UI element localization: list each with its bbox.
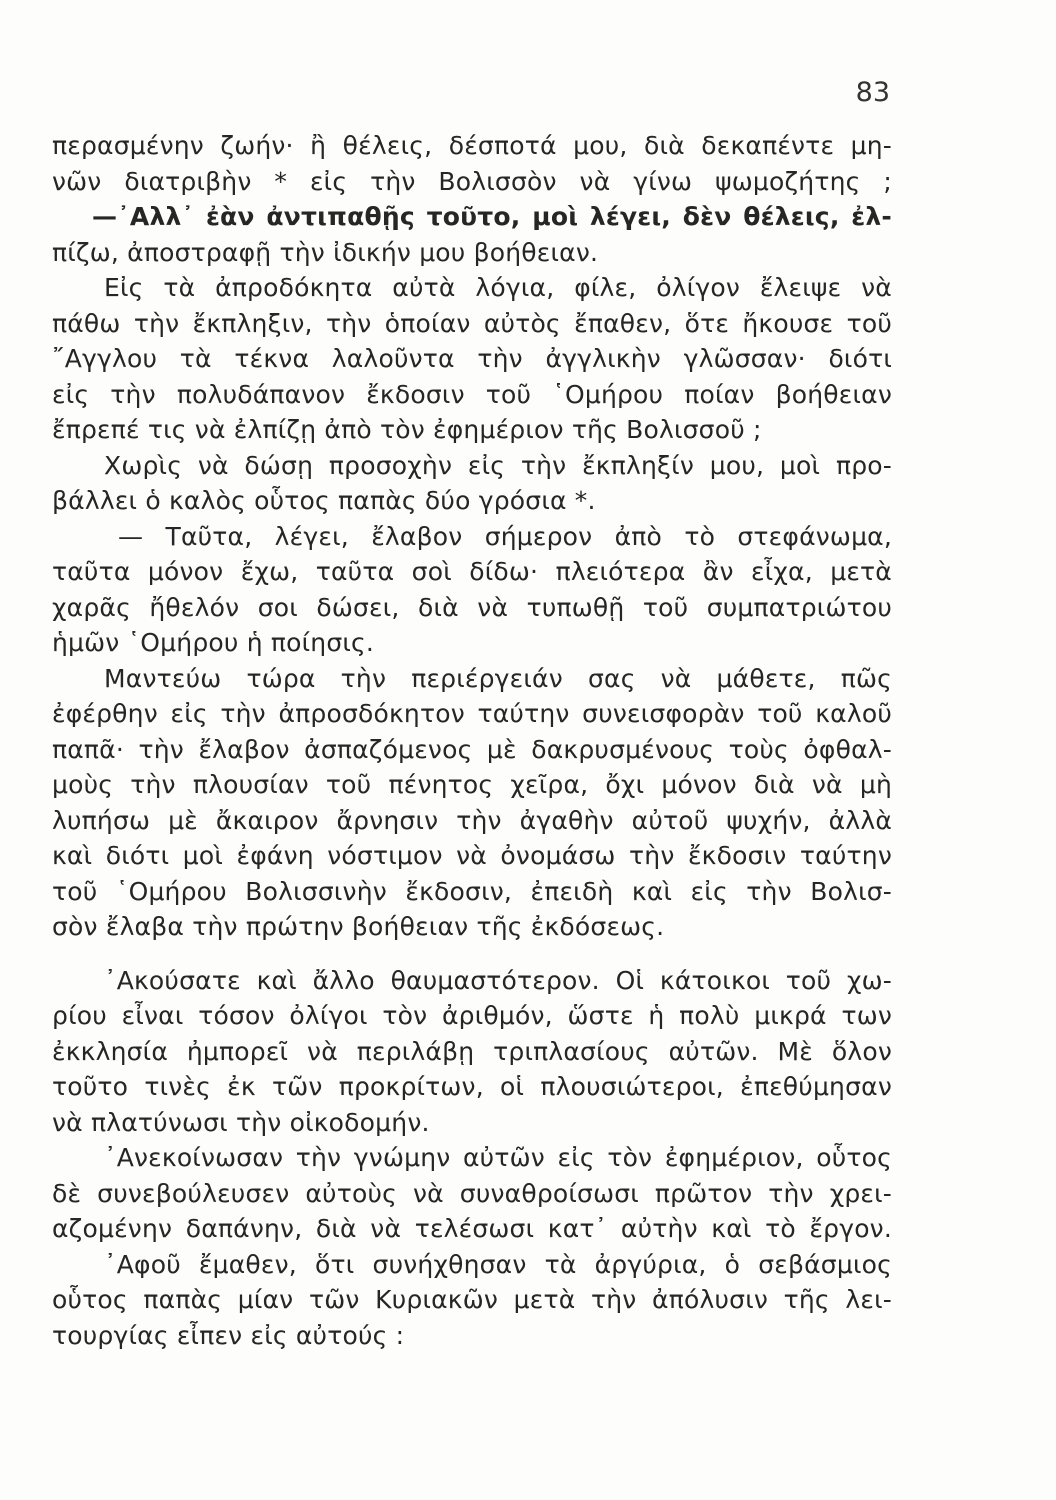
- text-line: περασμένην ζωήν· ἢ θέλεις, δέσποτά μου, διὰ δεκαπέντε μη-: [52, 131, 892, 160]
- text-line: αζομένην δαπάνην, διὰ νὰ τελέσωσι κατ᾿ αὐτὴν καὶ τὸ ἔργον.: [52, 1214, 892, 1243]
- text-line: —᾿Αλλ᾿ ἐὰν ἀντιπαθῇς τοῦτο, μοὶ λέγει, δὲν θέλεις, ἐλ-: [92, 202, 892, 231]
- text-line: ταῦτα μόνον ἔχω, ταῦτα σοὶ δίδω· πλειότερα ἂν εἶχα, μετὰ: [52, 557, 892, 586]
- text-line: πίζω, ἀποστραφῇ τὴν ἰδικήν μου βοήθειαν.: [52, 237, 599, 267]
- text-line: εἰς τὴν πολυδάπανον ἔκδοσιν τοῦ ῾Ομήρου ποίαν βοήθειαν: [52, 379, 892, 409]
- text-line: ᾿Αφοῦ ἔμαθεν, ὅτι συνήχθησαν τὰ ἀργύρια, ὁ σεβάσμιος: [104, 1249, 892, 1279]
- text-line: οὗτος παπὰς μίαν τῶν Κυριακῶν μετὰ τὴν ἀπόλυσιν τῆς λει-: [52, 1285, 892, 1314]
- text-line: τοῦ ῾Ομήρου Βολισσινὴν ἔκδοσιν, ἐπειδὴ καὶ εἰς τὴν Βολισ-: [52, 876, 892, 906]
- body-text: [52, 128, 892, 1353]
- text-line: βάλλει ὁ καλὸς οὗτος παπὰς δύο γρόσια *.: [52, 486, 596, 515]
- text-line: τοῦτο τινὲς ἐκ τῶν προκρίτων, οἱ πλουσιώτεροι, ἐπεθύμησαν: [52, 1072, 892, 1101]
- text-line: παπᾶ· τὴν ἔλαβον ἀσπαζόμενος μὲ δακρυσμένους τοὺς ὀφθαλ-: [52, 734, 892, 764]
- text-line: Μαντεύω τώρα τὴν περιέργειάν σας νὰ μάθετε, πῶς: [104, 663, 892, 693]
- text-line: χαρᾶς ἤθελόν σοι δώσει, διὰ νὰ τυπωθῇ τοῦ συμπατριώτου: [52, 592, 892, 622]
- text-line: πάθω τὴν ἔκπληξιν, τὴν ὁποίαν αὐτὸς ἔπαθεν, ὅτε ἤκουσε τοῦ: [52, 308, 892, 338]
- text-line: λυπήσω μὲ ἄκαιρον ἄρνησιν τὴν ἀγαθὴν αὐτοῦ ψυχήν, ἀλλὰ: [52, 805, 892, 835]
- text-line: — Ταῦτα, λέγει, ἔλαβον σήμερον ἀπὸ τὸ στεφάνωμα,: [118, 521, 892, 551]
- text-line: ᾿Ακούσατε καὶ ἄλλο θαυμαστότερον. Οἱ κάτοικοι τοῦ χω-: [104, 965, 892, 995]
- text-line: δὲ συνεβούλευσεν αὐτοὺς νὰ συναθροίσωσι πρῶτον τὴν χρει-: [52, 1178, 892, 1208]
- text-line: ἡμῶν ῾Ομήρου ἡ ποίησις.: [52, 628, 375, 657]
- text-line: Χωρὶς νὰ δώσῃ προσοχὴν εἰς τὴν ἔκπληξίν μου, μοὶ προ-: [104, 450, 892, 480]
- text-line: μοὺς τὴν πλουσίαν τοῦ πένητος χεῖρα, ὄχι μόνον διὰ νὰ μὴ: [52, 770, 892, 799]
- text-line: Εἰς τὰ ἀπροδόκητα αὐτὰ λόγια, φίλε, ὀλίγον ἔλειψε νὰ: [104, 273, 892, 302]
- text-line: νῶν διατριβὴν * εἰς τὴν Βολισσὸν νὰ γίνω ψωμοζήτης ;: [52, 166, 892, 196]
- text-line: καὶ διότι μοὶ ἐφάνη νόστιμον νὰ ὀνομάσω τὴν ἔκδοσιν ταύτην: [52, 841, 892, 870]
- text-line: σὸν ἔλαβα τὴν πρώτην βοήθειαν τῆς ἐκδόσεως.: [52, 912, 665, 941]
- page-number: 83: [855, 77, 890, 108]
- text-line: ἔπρεπέ τις νὰ ἐλπίζῃ ἀπὸ τὸν ἐφημέριον τῆς Βολισσοῦ ;: [52, 415, 762, 444]
- text-line: ῎Αγγλου τὰ τέκνα λαλοῦντα τὴν ἀγγλικὴν γλῶσσαν· διότι: [52, 344, 892, 373]
- text-line: ἐφέρθην εἰς τὴν ἀπροσδόκητον ταύτην συνεισφορὰν τοῦ καλοῦ: [52, 699, 892, 728]
- text-line: ἐκκλησία ἠμπορεῖ νὰ περιλάβῃ τριπλασίους αὐτῶν. Μὲ ὅλον: [52, 1036, 892, 1066]
- text-line: ρίου εἶναι τόσον ὀλίγοι τὸν ἀριθμόν, ὥστε ἡ πολὺ μικρά των: [52, 1001, 892, 1030]
- text-line: τουργίας εἶπεν εἰς αὐτούς :: [52, 1320, 405, 1350]
- text-line: νὰ πλατύνωσι τὴν οἰκοδομήν.: [52, 1107, 430, 1137]
- text-line: ᾿Ανεκοίνωσαν τὴν γνώμην αὐτῶν εἰς τὸν ἐφημέριον, οὗτος: [104, 1143, 892, 1172]
- paragraph-gap: [52, 945, 892, 963]
